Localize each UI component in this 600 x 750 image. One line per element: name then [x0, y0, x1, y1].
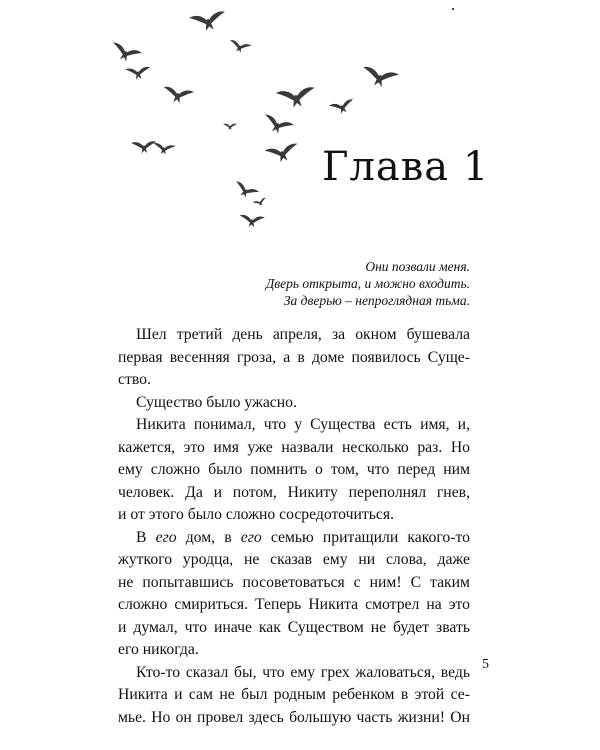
page-speck	[452, 8, 454, 10]
text-line: сложно смириться. Теперь Никита смотрел на это	[118, 596, 470, 613]
bird-shape	[109, 11, 400, 229]
text-segment: семью притащили какого-то	[270, 528, 470, 546]
text-segment: В	[136, 528, 147, 546]
italic-word: его	[155, 528, 177, 546]
text-line: Шел третий день апреля, за окном бушевала	[136, 326, 470, 343]
text-line: ство.	[118, 371, 151, 388]
text-line: первая весенняя гроза, а в доме появилось Суще-	[118, 348, 470, 366]
epigraph	[150, 258, 470, 309]
text-segment: дом, в	[185, 528, 232, 546]
text-line: его никогда.	[118, 641, 199, 658]
chapter-title: Глава 1	[322, 144, 490, 190]
text-line: Существо было ужасно.	[136, 393, 297, 411]
flock-of-birds-illustration	[100, 0, 420, 240]
chapter-text	[118, 324, 470, 729]
page-number: 5	[482, 657, 489, 672]
text-line: и от этого было сложно сосредоточиться.	[118, 506, 394, 523]
epigraph-line: Они позвали меня.	[365, 259, 470, 274]
text-line: Никита и сам не был родным ребенком в этой се-	[118, 686, 470, 703]
text-line: и думал, что иначе как Существом не будет звать	[118, 618, 470, 636]
text-line: кажется, это имя уже назвали несколько раз. Но	[118, 438, 470, 456]
italic-word: его	[240, 528, 262, 546]
text-line	[118, 527, 470, 550]
text-line: жуткого уродца, не сказав ему ни слова, даже	[118, 551, 470, 568]
epigraph-line: За дверью – непроглядная тьма.	[283, 293, 470, 308]
epigraph-line: Дверь открыта, и можно входить.	[265, 276, 470, 291]
text-line: человек. Да и потом, Никиту переполнял гнев,	[118, 483, 470, 501]
text-line: Кто-то сказал бы, что ему грех жаловаться, ведь	[136, 663, 470, 681]
text-line: Никита понимал, что у Существа есть имя, и,	[136, 416, 470, 433]
text-line: ему сложно было помнить о том, что перед ним	[118, 461, 470, 478]
text-line: мье. Но он провел здесь большую часть жизни! Он	[118, 708, 470, 726]
text-line: не попытавшись посоветоваться с ним! С таким	[118, 573, 470, 591]
